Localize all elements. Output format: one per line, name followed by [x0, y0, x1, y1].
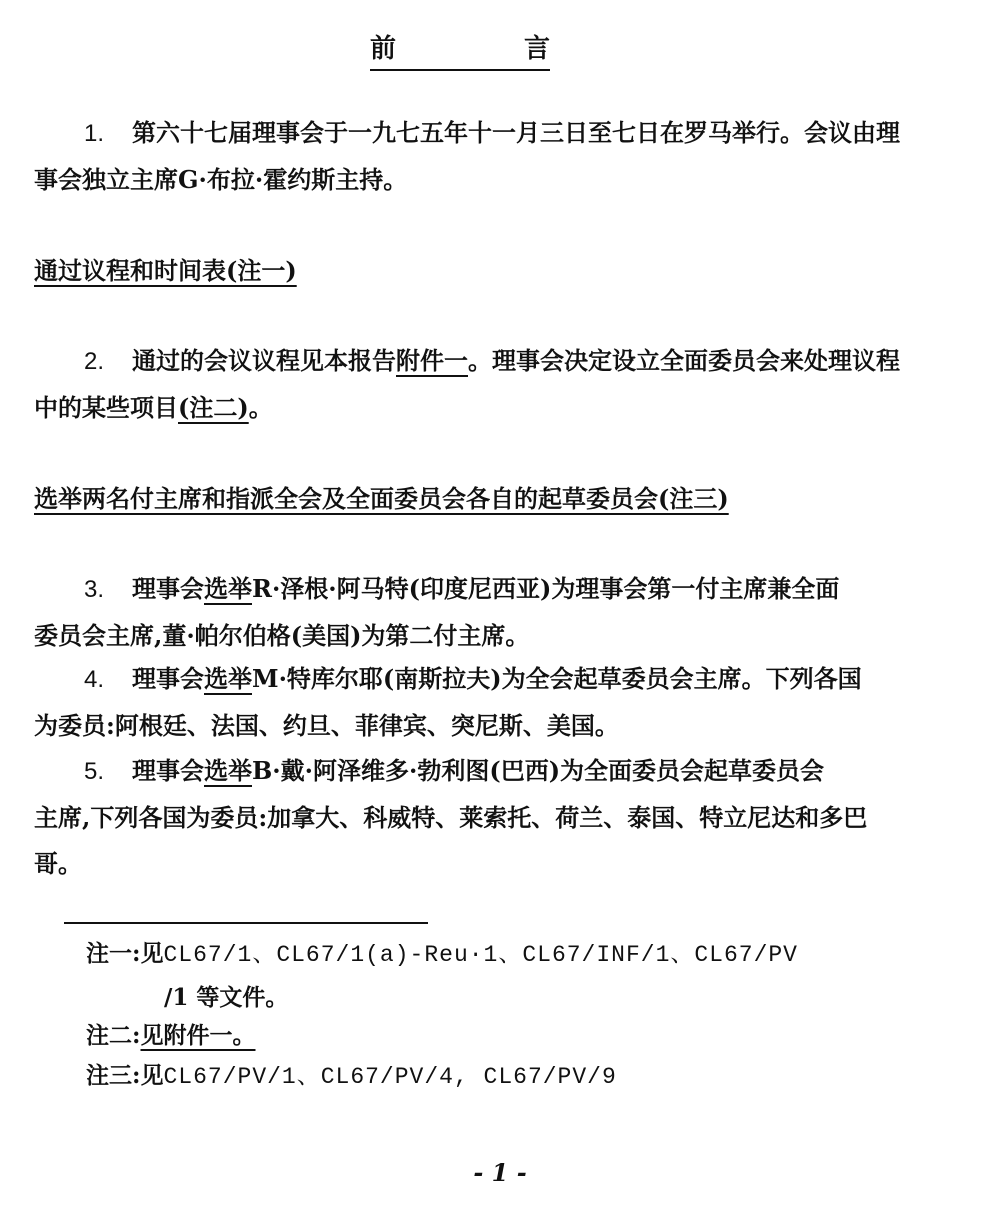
paragraph-2	[34, 338, 964, 431]
footnote-text: 见	[140, 940, 164, 967]
title-char-left: 前	[370, 34, 397, 64]
footnote-1	[86, 934, 906, 975]
paragraph-text: 通过的会议议程见本报告	[132, 346, 396, 375]
paragraph-number: 5.	[84, 758, 105, 785]
section-heading-1	[34, 254, 297, 288]
paragraph-text: 。理事会决定设立全面委员会来处理议程	[468, 346, 900, 375]
paragraph-text: B·戴·阿泽维多·勃利图(巴西)为全面委员会起草委员会	[252, 756, 825, 785]
footnote-text: /1 等文件。	[164, 984, 289, 1011]
paragraph-1	[34, 110, 964, 203]
paragraph-text: 主席,下列各国为委员:加拿大、科威特、莱索托、荷兰、泰国、特立尼达和多巴	[34, 803, 868, 832]
paragraph-text: 理事会	[132, 574, 204, 603]
footnote-3	[86, 1056, 906, 1097]
paragraph-text: 第六十七届理事会于一九七五年十一月三日至七日在罗马举行。会议由理	[132, 118, 900, 147]
paragraph-text: M·特库尔耶(南斯拉夫)为全会起草委员会主席。下列各国	[252, 664, 862, 693]
paragraph-5	[34, 748, 964, 887]
paragraph-text: R·泽根·阿马特(印度尼西亚)为理事会第一付主席兼全面	[252, 574, 840, 603]
paragraph-number: 3.	[84, 576, 105, 603]
page-number: - 1 -	[473, 1158, 527, 1187]
note-reference: (注二)	[178, 393, 249, 422]
footnote-label: 注二:	[86, 1022, 141, 1049]
footnote-text: 见	[140, 1062, 164, 1089]
heading-text: 选举两名付主席和指派全会及全面委员会各自的起草委员会	[34, 484, 658, 513]
heading-note-ref: (注一)	[226, 256, 297, 285]
paragraph-text: 委员会主席,董·帕尔伯格(美国)为第二付主席。	[34, 621, 530, 650]
footnote-divider	[64, 922, 428, 924]
paragraph-number: 4.	[84, 666, 105, 693]
heading-text: 通过议程和时间表	[34, 256, 226, 285]
footnote-label: 注一:	[86, 940, 141, 967]
paragraph-4	[34, 656, 964, 749]
footnote-label: 注三:	[86, 1062, 141, 1089]
paragraph-number: 1.	[84, 120, 105, 147]
paragraph-number: 2.	[84, 348, 105, 375]
section-heading-2	[34, 482, 729, 516]
election-term: 选举	[204, 664, 252, 693]
footnote-1-continued	[164, 978, 288, 1018]
page-title	[370, 28, 550, 71]
paragraph-3	[34, 566, 964, 659]
footnote-2	[86, 1016, 906, 1056]
footnote-document-refs: CL67/1、CL67/1(a)-Reu·1、CL67/INF/1、CL67/PV	[163, 942, 798, 968]
paragraph-text: 理事会	[132, 664, 204, 693]
title-char-right: 言	[523, 34, 550, 64]
election-term: 选举	[204, 756, 252, 785]
election-term: 选举	[204, 574, 252, 603]
footnote-document-refs: CL67/PV/1、CL67/PV/4, CL67/PV/9	[163, 1064, 617, 1090]
paragraph-text: 哥。	[34, 849, 82, 878]
heading-note-ref: (注三)	[658, 484, 729, 513]
paragraph-text: 事会独立主席G·布拉·霍约斯主持。	[34, 165, 408, 194]
paragraph-text: 理事会	[132, 756, 204, 785]
footnote-text: 见附件一。	[140, 1022, 256, 1049]
paragraph-text: 中的某些项目	[34, 393, 178, 422]
annex-reference: 附件一	[396, 346, 468, 375]
paragraph-text: 。	[248, 393, 273, 422]
paragraph-text: 为委员:阿根廷、法国、约旦、菲律宾、突尼斯、美国。	[34, 711, 619, 740]
